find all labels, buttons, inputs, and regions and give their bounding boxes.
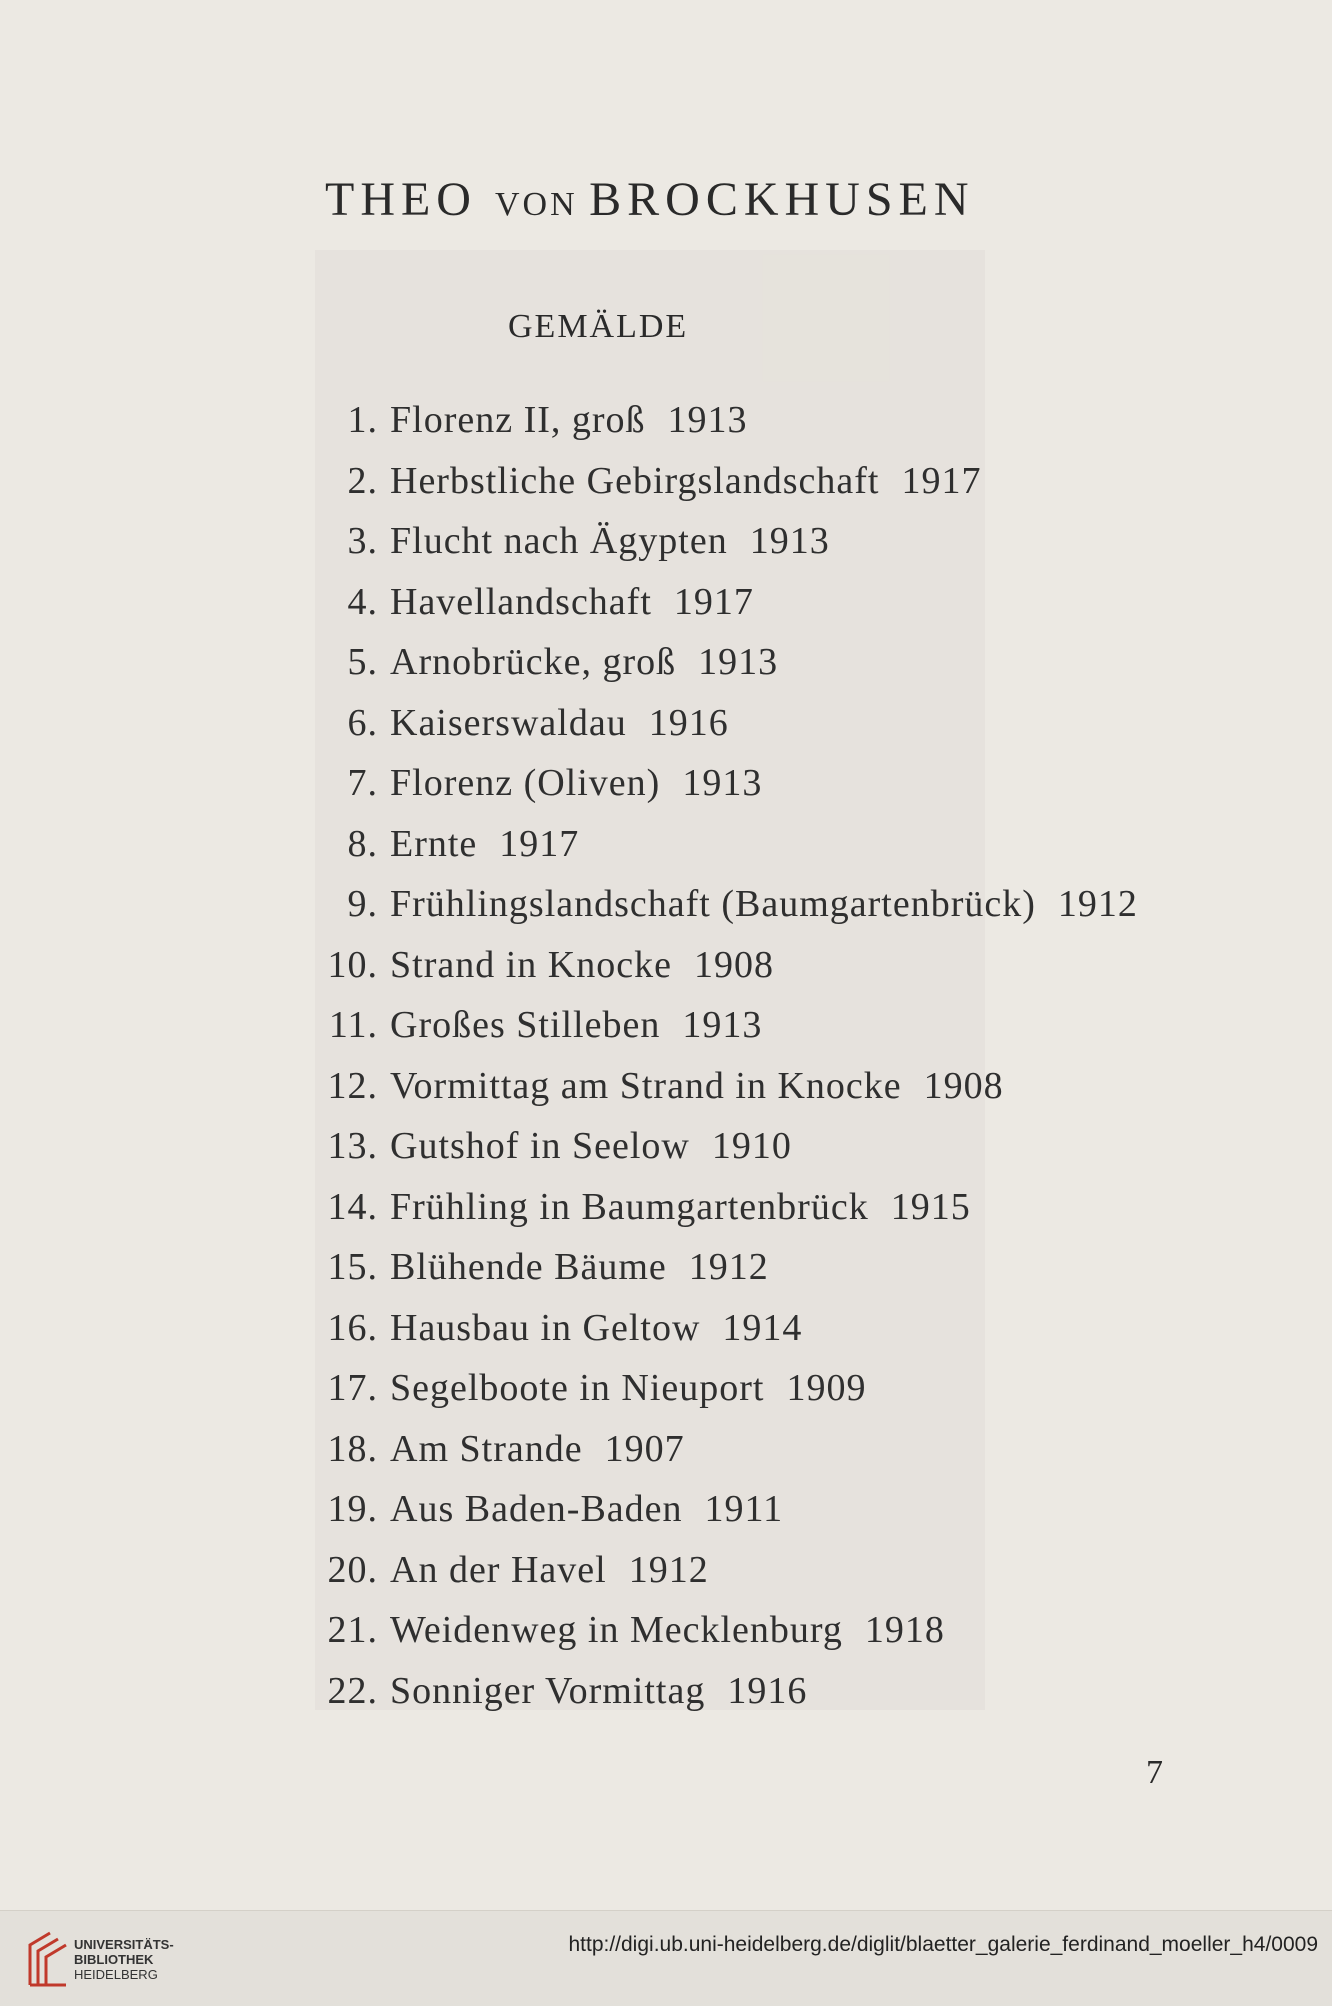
item-year: 1915 (890, 1185, 971, 1228)
list-item (300, 1661, 1160, 1722)
item-year: 1907 (604, 1427, 685, 1470)
item-year: 1913 (667, 399, 748, 441)
item-title: Florenz II, groß (390, 399, 646, 441)
item-number: 14. (327, 1185, 378, 1228)
item-year: 1912 (1057, 883, 1138, 925)
item-year: 1917 (901, 459, 982, 502)
item-title: Ernte (390, 822, 478, 865)
item-number: 15. (327, 1246, 378, 1288)
item-year: 1913 (682, 1004, 763, 1046)
item-number: 8. (347, 822, 378, 865)
item-year: 1913 (682, 762, 763, 804)
item-number: 19. (327, 1488, 378, 1530)
item-number: 2. (347, 459, 378, 502)
works-list (300, 390, 1160, 1721)
library-name (74, 1937, 174, 1982)
item-title: Arnobrücke, groß (390, 641, 677, 683)
item-year: 1911 (704, 1488, 784, 1530)
item-number: 16. (327, 1306, 378, 1349)
item-year: 1918 (864, 1609, 945, 1651)
item-title: Aus Baden-Baden (390, 1488, 683, 1530)
item-year: 1916 (648, 701, 729, 744)
list-item (300, 874, 1160, 935)
list-item (300, 995, 1160, 1056)
item-year: 1912 (688, 1246, 769, 1288)
item-year: 1909 (786, 1367, 867, 1409)
item-year: 1917 (673, 580, 754, 623)
list-item (300, 1479, 1160, 1540)
list-item (300, 632, 1160, 693)
item-number: 13. (327, 1125, 378, 1167)
item-title: Strand in Knocke (390, 943, 672, 986)
item-title: Frühlingslandschaft (Baumgartenbrück) (390, 883, 1036, 925)
item-title: Gutshof in Seelow (390, 1125, 690, 1167)
item-title: Segelboote in Nieuport (390, 1367, 765, 1409)
list-item (300, 693, 1160, 754)
item-title: Frühling in Baumgartenbrück (390, 1185, 869, 1228)
list-item (300, 1116, 1160, 1177)
item-number: 12. (327, 1064, 378, 1107)
title-first-name: THEO (325, 173, 495, 226)
item-number: 9. (347, 883, 378, 925)
title-surname: BROCKHUSEN (589, 173, 975, 226)
item-number: 20. (327, 1548, 378, 1591)
item-year: 1917 (499, 822, 580, 865)
source-url-link[interactable]: http://digi.ub.uni-heidelberg.de/diglit/blaetter_galerie_ferdinand_moeller_h4/0009 (568, 1933, 1318, 1956)
list-item (300, 1056, 1160, 1117)
item-title: Blühende Bäume (390, 1246, 667, 1288)
item-year: 1916 (727, 1669, 808, 1712)
item-number: 22. (327, 1669, 378, 1712)
item-number: 5. (347, 641, 378, 683)
item-number: 11. (328, 1004, 378, 1046)
item-number: 18. (327, 1427, 378, 1470)
item-number: 6. (347, 701, 378, 744)
list-item (300, 1600, 1160, 1661)
section-heading: GEMÄLDE (508, 308, 689, 345)
library-name-line2: BIBLIOTHEK (74, 1952, 154, 1967)
item-title: Havellandschaft (390, 580, 652, 623)
item-number: 17. (327, 1367, 378, 1409)
page-title (325, 172, 1025, 227)
item-year: 1913 (749, 520, 830, 562)
list-item (300, 1419, 1160, 1480)
item-title: Florenz (Oliven) (390, 762, 661, 804)
list-item (300, 753, 1160, 814)
footer-bar (0, 1910, 1332, 2006)
item-title: An der Havel (390, 1548, 607, 1591)
item-year: 1912 (628, 1548, 709, 1591)
list-item (300, 1298, 1160, 1359)
title-particle: VON (494, 186, 590, 223)
list-item (300, 451, 1160, 512)
item-title: Herbstliche Gebirgslandschaft (390, 459, 880, 502)
item-title: Hausbau in Geltow (390, 1306, 701, 1349)
page-number: 7 (1146, 1754, 1163, 1791)
item-number: 3. (347, 520, 378, 562)
library-name-line3: HEIDELBERG (74, 1967, 158, 1982)
item-year: 1908 (923, 1064, 1004, 1107)
item-title: Am Strande (390, 1427, 583, 1470)
item-title: Flucht nach Ägypten (390, 520, 728, 562)
list-item (300, 1237, 1160, 1298)
item-number: 1. (347, 399, 378, 441)
item-year: 1913 (698, 641, 779, 683)
list-item (300, 572, 1160, 633)
list-item (300, 1358, 1160, 1419)
list-item (300, 511, 1160, 572)
item-year: 1910 (711, 1125, 792, 1167)
item-title: Vormittag am Strand in Knocke (390, 1064, 902, 1107)
item-year: 1908 (693, 943, 774, 986)
item-number: 7. (347, 762, 378, 804)
list-item (300, 814, 1160, 875)
library-name-line1: UNIVERSITÄTS- (74, 1937, 174, 1952)
list-item (300, 935, 1160, 996)
item-title: Großes Stilleben (390, 1004, 661, 1046)
item-title: Weidenweg in Mecklenburg (390, 1609, 843, 1651)
item-number: 21. (327, 1609, 378, 1651)
item-year: 1914 (722, 1306, 803, 1349)
list-item (300, 390, 1160, 451)
item-title: Kaiserswaldau (390, 701, 627, 744)
item-number: 10. (327, 943, 378, 986)
item-title: Sonniger Vormittag (390, 1669, 706, 1712)
list-item (300, 1540, 1160, 1601)
item-number: 4. (347, 580, 378, 623)
list-item (300, 1177, 1160, 1238)
